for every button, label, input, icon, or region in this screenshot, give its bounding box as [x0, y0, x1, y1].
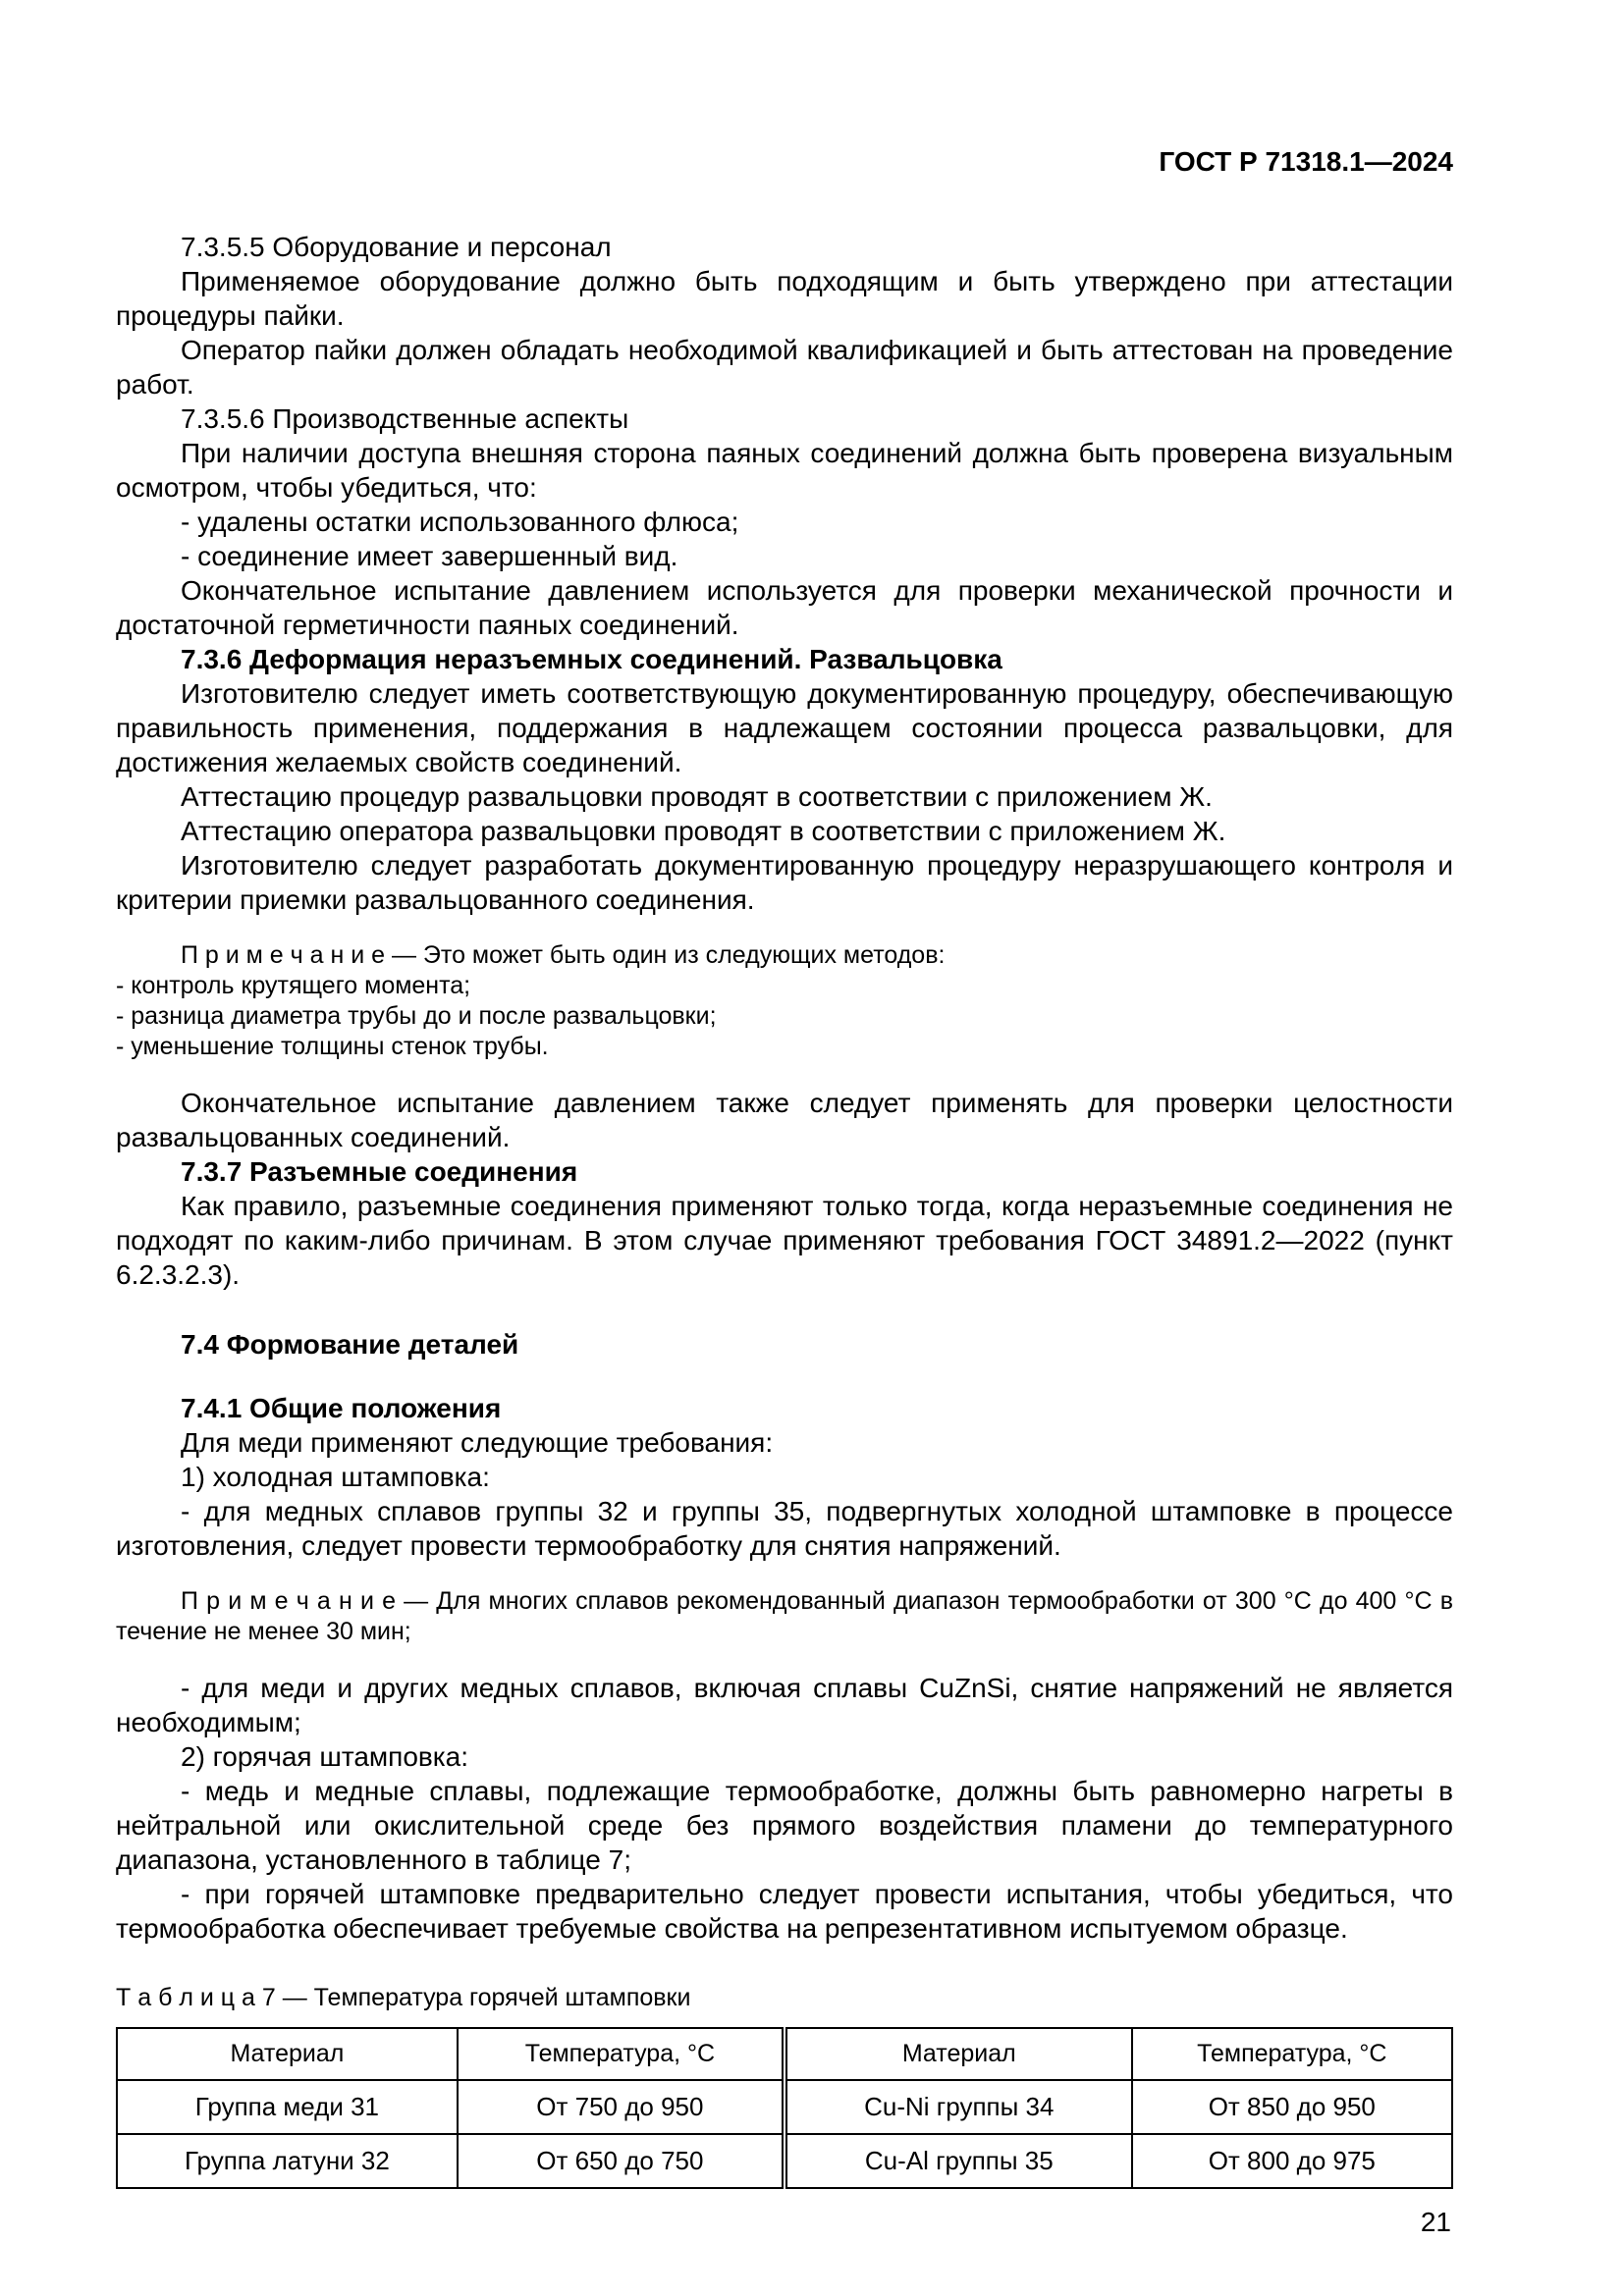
temperature-table — [116, 2027, 1453, 2189]
table-cell: Cu-Al группы 35 — [785, 2134, 1132, 2188]
paragraph: Аттестацию оператора развальцовки проводят в соответствии с приложением Ж. — [181, 816, 1226, 846]
subclause-heading: 7.3.5.6 Производственные аспекты — [181, 403, 629, 434]
table-cell: Группа меди 31 — [117, 2080, 458, 2134]
list-item: - для меди и других медных сплавов, включая сплавы CuZnSi, снятие напряжений не является необходимым; — [116, 1673, 1453, 1737]
column-header: Температура, °С — [1132, 2028, 1452, 2080]
column-header: Материал — [117, 2028, 458, 2080]
paragraph: Оператор пайки должен обладать необходимой квалификацией и быть аттестован на проведение работ. — [116, 335, 1453, 400]
list-item: - для медных сплавов группы 32 и группы 35, подвергнутых холодной штамповке в процессе изготовления, следует провести термообработку для снятия напряжений. — [116, 1496, 1453, 1561]
paragraph: Применяемое оборудование должно быть подходящим и быть утверждено при аттестации процедуры пайки. — [116, 266, 1453, 331]
section-heading: 7.3.7 Разъемные соединения — [181, 1156, 578, 1187]
table-header-row — [117, 2028, 1452, 2080]
note: П р и м е ч а н и е — Это может быть один из следующих методов: — [181, 941, 946, 969]
note: П р и м е ч а н и е — Для многих сплавов рекомендованный диапазон термообработки от 300 °С до 400 °С в течение не менее 30 мин; — [116, 1587, 1453, 1645]
paragraph: Окончательное испытание давлением используется для проверки механической прочности и достаточной герметичности паяных соединений. — [116, 575, 1453, 640]
paragraph: Изготовителю следует разработать документированную процедуру неразрушающего контроля и критерии приемки развальцованного соединения. — [116, 850, 1453, 915]
list-item: - при горячей штамповке предварительно следует провести испытания, чтобы убедиться, что термообработка обеспечивает требуемые свойства на репрезентативном испытуемом образце. — [116, 1879, 1453, 1944]
subclause-heading: 7.3.5.5 Оборудование и персонал — [181, 232, 612, 262]
list-item: 2) горячая штамповка: — [181, 1741, 468, 1772]
page-number: 21 — [1420, 2207, 1451, 2237]
note-list-item: - контроль крутящего момента; — [116, 972, 471, 999]
table-cell: От 800 до 975 — [1132, 2134, 1452, 2188]
column-header: Температура, °С — [458, 2028, 785, 2080]
list-item: - медь и медные сплавы, подлежащие термообработке, должны быть равномерно нагреты в нейтральной или окислительной среде без прямого воздействия пламени до температурного диапазона, установленного в таблице 7; — [116, 1776, 1453, 1875]
note-list-item: - уменьшение толщины стенок трубы. — [116, 1033, 549, 1060]
table-cell: От 650 до 750 — [458, 2134, 785, 2188]
table-cell: Cu-Ni группы 34 — [785, 2080, 1132, 2134]
note-list-item: - разница диаметра трубы до и после развальцовки; — [116, 1002, 717, 1030]
table-row — [117, 2080, 1452, 2134]
section-heading: 7.3.6 Деформация неразъемных соединений. Развальцовка — [181, 644, 1002, 674]
paragraph: Изготовителю следует иметь соответствующую документированную процедуру, обеспечивающую правильность применения, поддержания в надлежащем состоянии процесса развальцовки, для достижения желаемых свойств соединений. — [116, 678, 1453, 777]
paragraph: Окончательное испытание давлением также следует применять для проверки целостности развальцованных соединений. — [116, 1088, 1453, 1152]
doc-code-header: ГОСТ Р 71318.1—2024 — [1159, 146, 1453, 177]
table-cell: От 850 до 950 — [1132, 2080, 1452, 2134]
paragraph: Как правило, разъемные соединения применяют только тогда, когда неразъемные соединения не подходят по каким-либо причинам. В этом случае применяют требования ГОСТ 34891.2—2022 (пункт 6.2.3.2.3). — [116, 1191, 1453, 1290]
section-heading: 7.4 Формование деталей — [181, 1329, 519, 1360]
list-item: - соединение имеет завершенный вид. — [181, 541, 678, 571]
table-caption: Т а б л и ц а 7 — Температура горячей штамповки — [116, 1984, 691, 2011]
table-row — [117, 2134, 1452, 2188]
column-header: Материал — [785, 2028, 1132, 2080]
paragraph: При наличии доступа внешняя сторона паяных соединений должна быть проверена визуальным осмотром, чтобы убедиться, что: — [116, 438, 1453, 503]
section-heading: 7.4.1 Общие положения — [181, 1393, 502, 1423]
paragraph: Аттестацию процедур развальцовки проводят в соответствии с приложением Ж. — [181, 781, 1213, 812]
list-item: - удалены остатки использованного флюса; — [181, 507, 739, 537]
list-item: 1) холодная штамповка: — [181, 1462, 490, 1492]
table-cell: От 750 до 950 — [458, 2080, 785, 2134]
table-cell: Группа латуни 32 — [117, 2134, 458, 2188]
paragraph: Для меди применяют следующие требования: — [181, 1427, 774, 1458]
